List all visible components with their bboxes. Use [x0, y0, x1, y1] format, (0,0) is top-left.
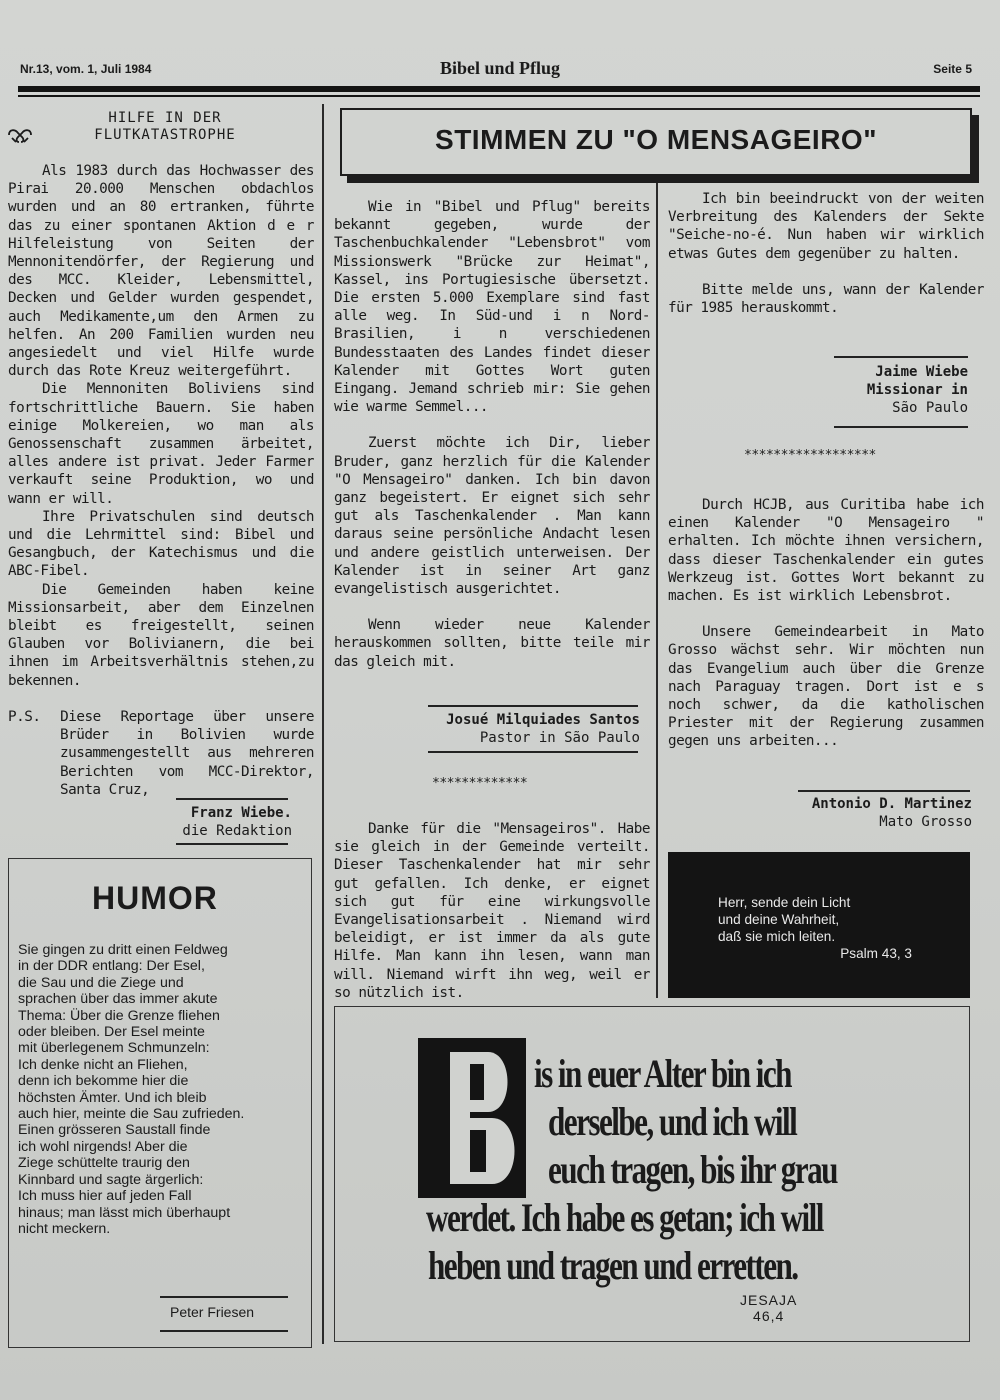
flut-article-body [8, 162, 314, 799]
flut-signature-rule-top [176, 798, 288, 800]
stimmen-title-box [340, 108, 972, 176]
bible-line-5: heben und tragen und erretten. [428, 1243, 798, 1288]
initial-letter-b [418, 1038, 526, 1198]
psalm-line: daß sie mich leiten. [718, 929, 836, 944]
col2-separator-stars: ****************** [744, 448, 876, 463]
column-divider-left [322, 104, 324, 1344]
humor-line: Sie gingen zu dritt einen Feldweg [18, 942, 228, 958]
col2-sig2-rule-top [798, 790, 970, 792]
page-number: Seite 5 [933, 62, 972, 76]
humor-line: die Sau und die Ziege und [18, 974, 184, 991]
col1-sig1-rule-bottom [428, 751, 638, 753]
bible-line-4: werdet. Ich habe es getan; ich will [426, 1195, 823, 1240]
hands-icon [6, 124, 34, 146]
flut-signature-rule-bottom [176, 843, 288, 845]
col2-sig1-role2: São Paulo [892, 400, 968, 416]
stimmen-col1-letter1 [334, 198, 650, 671]
humor-line: Ziege schüttelte traurig den [18, 1155, 190, 1172]
letter-paragraph: Durch HCJB, aus Curitiba habe ich einen Kalender "O Mensageiro " erhalten. Ich möchte ihnen versichern, dass dieser Taschenkalender ein gutes Werkzeug ist. Gottes Wort bekannt zu machen. Es ist wirklich Lebensbrot. [668, 497, 984, 605]
letter-paragraph: Danke für die "Mensageiros". Habe sie gleich in der Gemeinde verteilt. Dieser Taschenkalender hat mir sehr gut gefallen. Ich denke, er eignet sich gut für eine wirkungsvolle Evangelisationsarbeit . Niemand wird beleidigt, er ist immer da als gute Hilfe. Man kann ihn lesen, wann man will. Niemand wirft ihn weg, weil er so nützlich ist. [334, 821, 650, 1001]
publication-title: Bibel und Pflug [439, 58, 561, 78]
header-rule-thin [18, 95, 980, 97]
col1-separator-stars: ************* [432, 776, 528, 791]
psalm-reference: Psalm 43, 3 [840, 946, 912, 961]
col1-signature1 [400, 711, 640, 747]
humor-signature: Peter Friesen [170, 1304, 255, 1320]
humor-text [18, 942, 308, 1237]
col1-sig1-name: Josué Milquiades Santos [446, 712, 640, 728]
humor-line: oder bleiben. Der Esel meinte [18, 1024, 205, 1041]
humor-line: ich wohl nirgends! Aber die [18, 1138, 188, 1155]
humor-line: Ich denke nicht an Fliehen, [18, 1056, 188, 1073]
psalm-line: und deine Wahrheit, [718, 912, 840, 927]
initial-letter-text: B [422, 1052, 423, 1053]
bible-line-3: euch tragen, bis ihr grau [548, 1147, 837, 1192]
flut-signature [150, 804, 292, 840]
col2-sig2-name: Antonio D. Martinez [811, 796, 972, 812]
header-rule-thick [18, 86, 980, 92]
flut-article-title [80, 110, 250, 144]
humor-title: HUMOR [92, 880, 218, 916]
issue-info: Nr.13, vom. 1, Juli 1984 [20, 62, 152, 76]
humor-line: sprachen über das immer akute [18, 991, 218, 1008]
col2-signature2 [760, 795, 972, 831]
letter-paragraph: Unsere Gemeindearbeit in Mato Grosso wächst sehr. Wir möchten nun das Evangelium auch über die Grenze nach Paraguay tragen. Dort ist e s noch schwer, da die katholischen Priester mit der Regierung zusammen gegen uns arbeiten... [668, 624, 984, 750]
humor-line: mit überlegenem Schmunzeln: [18, 1040, 210, 1057]
col1-sig1-rule-top [428, 705, 638, 707]
humor-line: Thema: Über die Grenze fliehen [18, 1007, 220, 1024]
col2-signature1 [800, 363, 968, 417]
col2-sig1-rule-top [834, 356, 968, 358]
humor-line: denn ich bekomme hier die [18, 1073, 189, 1090]
bible-line-1: is in euer Alter bin ich [534, 1051, 791, 1096]
humor-line: hinaus; man lässt mich überhaupt [18, 1204, 231, 1221]
stimmen-col2-letter1 [668, 190, 984, 317]
letter-paragraph: Wie in "Bibel und Pflug" bereits bekannt gegeben, wurde der Taschenbuchkalender "Lebensbrot" vom Missionswerk "Brücke zur Heimat", Kassel, ins Portugiesische übersetzt. Die ersten 5.000 Exemplare sind fast alle weg. In Süd-und i n Nord-Brasilien, i n verschiedenen Bundesstaaten des Landes findet dieser Kalender mit Gottes Wort guten Eingang. Jemand schrieb mir: Sie gehen wie warme Semmel... [334, 199, 650, 416]
humor-line: Ich muss hier auf jeden Fall [18, 1188, 192, 1205]
letter-paragraph: Zuerst möchte ich Dir, lieber Bruder, ganz herzlich für die Kalender "O Mensageiro" danken. Ich bin davon ganz begeistert. Er eignet sich sehr gut als Taschenkalender . Man kann daraus seine persönliche Andacht lesen und andere geistlich unterweisen. Der Kalender ist in seiner Art ganz evangelistisch ausgerichtet. [334, 435, 650, 598]
psalm-line: Herr, sende dein Licht [718, 895, 851, 910]
humor-line: Kinnbard und sagte ärgerlich: [18, 1171, 204, 1188]
humor-line: auch hier, meinte die Sau zufrieden. [18, 1106, 245, 1123]
col2-sig2-role: Mato Grosso [879, 814, 972, 830]
letter-paragraph: Wenn wieder neue Kalender herauskommen sollten, bitte teile mir das gleich mit. [334, 617, 650, 670]
humor-line: Einen grösseren Saustall finde [18, 1122, 211, 1139]
flut-title-line1: HILFE IN DER [108, 110, 222, 126]
stimmen-col1-letter2 [334, 820, 650, 1002]
flut-title-line2: FLUTKATASTROPHE [94, 127, 236, 143]
letter-paragraph: Bitte melde uns, wann der Kalender für 1985 herauskommt. [668, 281, 984, 317]
psalm-text [718, 894, 958, 962]
bible-reference [740, 1292, 797, 1324]
flut-signature-name: Franz Wiebe. [190, 805, 292, 821]
flut-paragraph: Die Mennoniten Boliviens sind fortschrittliche Bauern. Sie haben einige Molkereien, wo man als Genossenschaft zusammen ärbeitet, alles andere ist privat. Jeder Farmer verkauft seine Produktion, wo und wann er will. [8, 381, 314, 507]
col2-sig1-role1: Missionar in [866, 382, 968, 398]
letter-paragraph: Ich bin beeindruckt von der weiten Verbreitung des Kalenders der Sekte "Seiche-no-é. Nun haben wir wirklich etwas Gutes dem gegenüber zu halten. [668, 191, 984, 262]
humor-signature-rule-bottom [160, 1330, 288, 1332]
col1-sig1-role: Pastor in São Paulo [479, 730, 640, 746]
humor-line: in der DDR entlang: Der Esel, [18, 958, 205, 975]
flut-paragraph: Ihre Privatschulen sind deutsch und die Lehrmittel sind: Bibel und Gesangbuch, der Katechismus und die ABC-Fibel. [8, 508, 314, 580]
flut-ps: P.S. Diese Reportage über unsere Brüder in Bolivien wurde zusammengestellt aus mehreren Berichten vom MCC-Direktor, Santa Cruz, [8, 708, 314, 798]
flut-paragraph: Die Gemeinden haben keine Missionsarbeit, aber dem Einzelnen bleibt es freigestellt, seinen Glauben vor Bolivianern, die bei ihnen im Arbeitsverhältnis stehen,zu bekennen. [8, 581, 314, 689]
stimmen-col2-letter2 [668, 496, 984, 751]
flut-signature-role: die Redaktion [182, 823, 292, 839]
humor-line: höchsten Ämter. Und ich bleib [18, 1089, 207, 1106]
col2-sig1-rule-bottom [834, 426, 968, 428]
bible-ref-book: JESAJA [740, 1292, 798, 1308]
column-divider-right [656, 178, 658, 998]
flut-paragraph: Als 1983 durch das Hochwasser des Pirai 20.000 Menschen obdachlos wurden und an 80 ertranken, führte das zu einer spontanen Aktion d e r Hilfeleistung von Seiten der Mennonitendörfer, der Regierung und des MCC. Kleider, Lebensmittel, Decken und Gelder wurden gespendet, auch Medikamente,um den Armen zu helfen. An 200 Familien wurden neu angesiedelt und viel Hilfe wurde durch das Rote Kreuz weitergeführt. [8, 163, 314, 380]
humor-signature-rule [160, 1296, 288, 1298]
humor-line: nicht meckern. [18, 1220, 111, 1237]
col2-sig1-name: Jaime Wiebe [875, 364, 968, 380]
bible-line-2: derselbe, und ich will [548, 1099, 797, 1144]
bible-ref-verse: 46,4 [753, 1308, 785, 1324]
stimmen-title: STIMMEN ZU "O MENSAGEIRO" [435, 124, 877, 155]
